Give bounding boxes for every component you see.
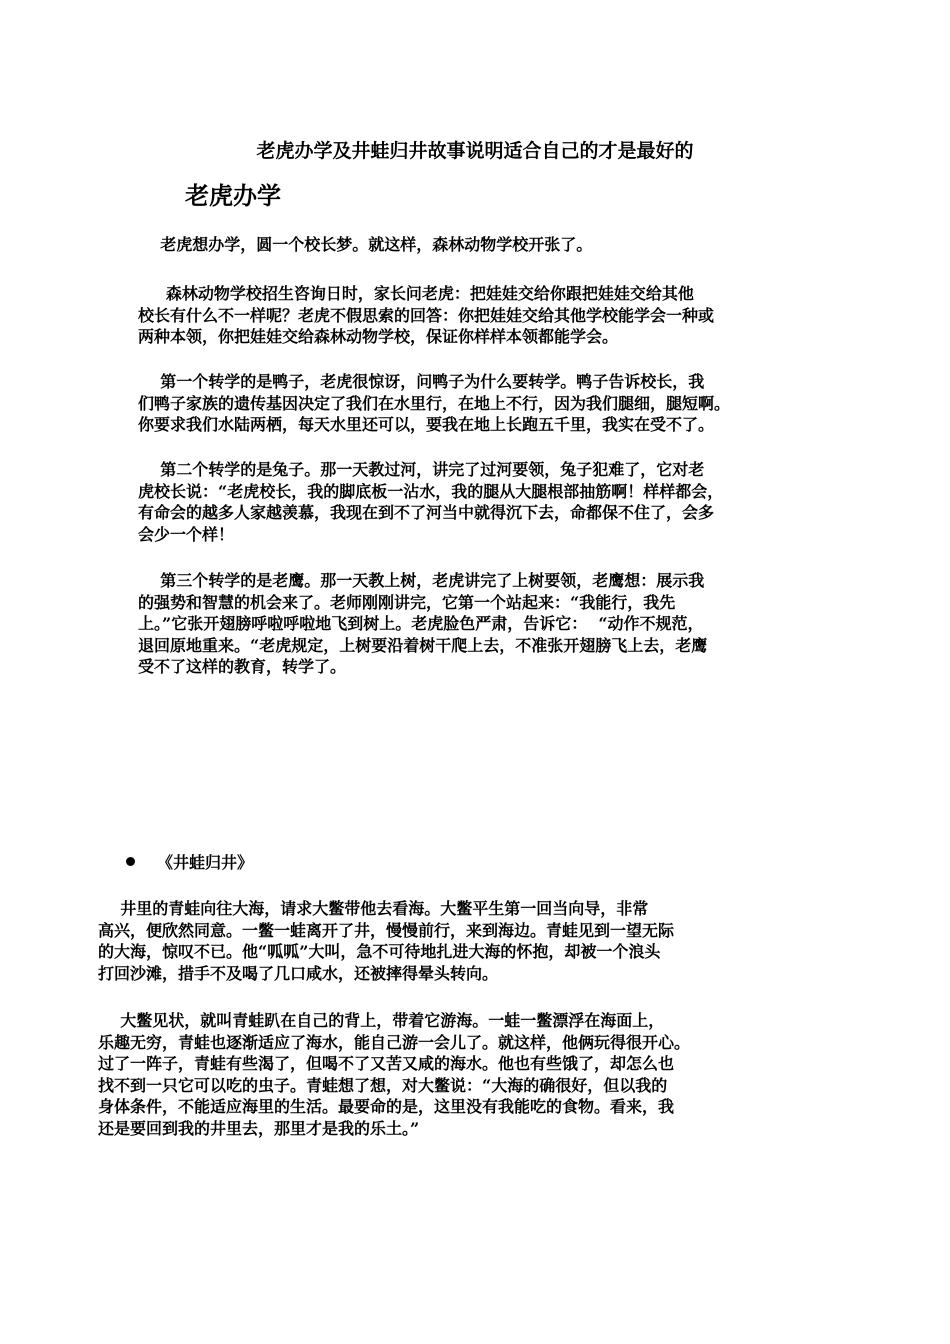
document-title: 老虎办学及井蛙归井故事说明适合自己的才是最好的: [256, 140, 694, 162]
paragraph: 第一个转学的是鸭子，老虎很惊讶，问鸭子为什么要转学。鸭子告诉校长，我 们鸭子家族的遗传基因决定了我们在水里行，在地上不行，因为我们腿细，腿短啊。 你要求我们水陆两栖，每天水里还可以，要我在地上长跑五千里，我实在受不了。: [138, 372, 731, 434]
bullet-icon: [126, 857, 135, 866]
paragraph: 老虎想办学，圆一个校长梦。就这样，森林动物学校开张了。: [138, 235, 593, 254]
paragraph: 第二个转学的是兔子。那一天教过河，讲完了过河要领，兔子犯难了，它对老 虎校长说：“老虎校长，我的脚底板一沾水，我的腿从大腿根部抽筋啊！样样都会， 有命会的越多人家越羡慕，我现在到不了河当中就得沉下去，命都保不住了，会多 会少一个样！: [138, 460, 724, 544]
section-heading-tiger-school: 老虎办学: [185, 181, 281, 210]
paragraph: 第三个转学的是老鹰。那一天教上树，老虎讲完了上树要领，老鹰想：展示我 的强势和智慧的机会来了。老师刚刚讲完，它第一个站起来：“我能行，我先 上。”它张开翅膀呼啦呼啦地飞到树上。老虎脸色严肃，告诉它： “动作不规范， 退回原地重来。“老虎规定，上树要沿着树干爬上去，不准张开翅膀飞上去，老鹰 受不了这样的教育，转学了。: [138, 571, 708, 676]
paragraph: 森林动物学校招生咨询日时，家长问老虎：把娃娃交给你跟把娃娃交给其他 校长有什么不一样呢？老虎不假思索的回答：你把娃娃交给其他学校能学会一种或 两种本领，你把娃娃交给森林动物学校，保证你样样本领都能学会。: [138, 284, 715, 346]
bullet-heading-frog: [126, 852, 253, 874]
paragraph: 大鳖见状，就叫青蛙趴在自己的背上，带着它游海。一蛙一鳖漂浮在海面上， 乐趣无穷，青蛙也逐渐适应了海水，能自己游一会儿了。就这样，他俩玩得很开心。 过了一阵子，青蛙有些渴了，但喝不了又苦又咸的海水。他也有些饿了，却怎么也 找不到一只它可以吃的虫子。青蛙想了想，对大鳖说：“大海的确很好，但以我的 身体条件，不能适应海里的生活。最要命的是，这里没有我能吃的食物。看来，我 还是要回到我的井里去，那里才是我的乐土。”: [98, 1011, 691, 1138]
section-heading-frog-well: 《井蛙归井》: [157, 853, 254, 872]
paragraph: 井里的青蛙向往大海，请求大鳖带他去看海。大鳖平生第一回当向导，非常 高兴，便欣然同意。一鳖一蛙离开了井，慢慢前行，来到海边。青蛙见到一望无际 的大海，惊叹不已。他“呱呱”大叫，急不可待地扎进大海的怀抱，却被一个浪头 打回沙滩，措手不及喝了几口咸水，还被摔得晕头转向。: [98, 899, 675, 983]
